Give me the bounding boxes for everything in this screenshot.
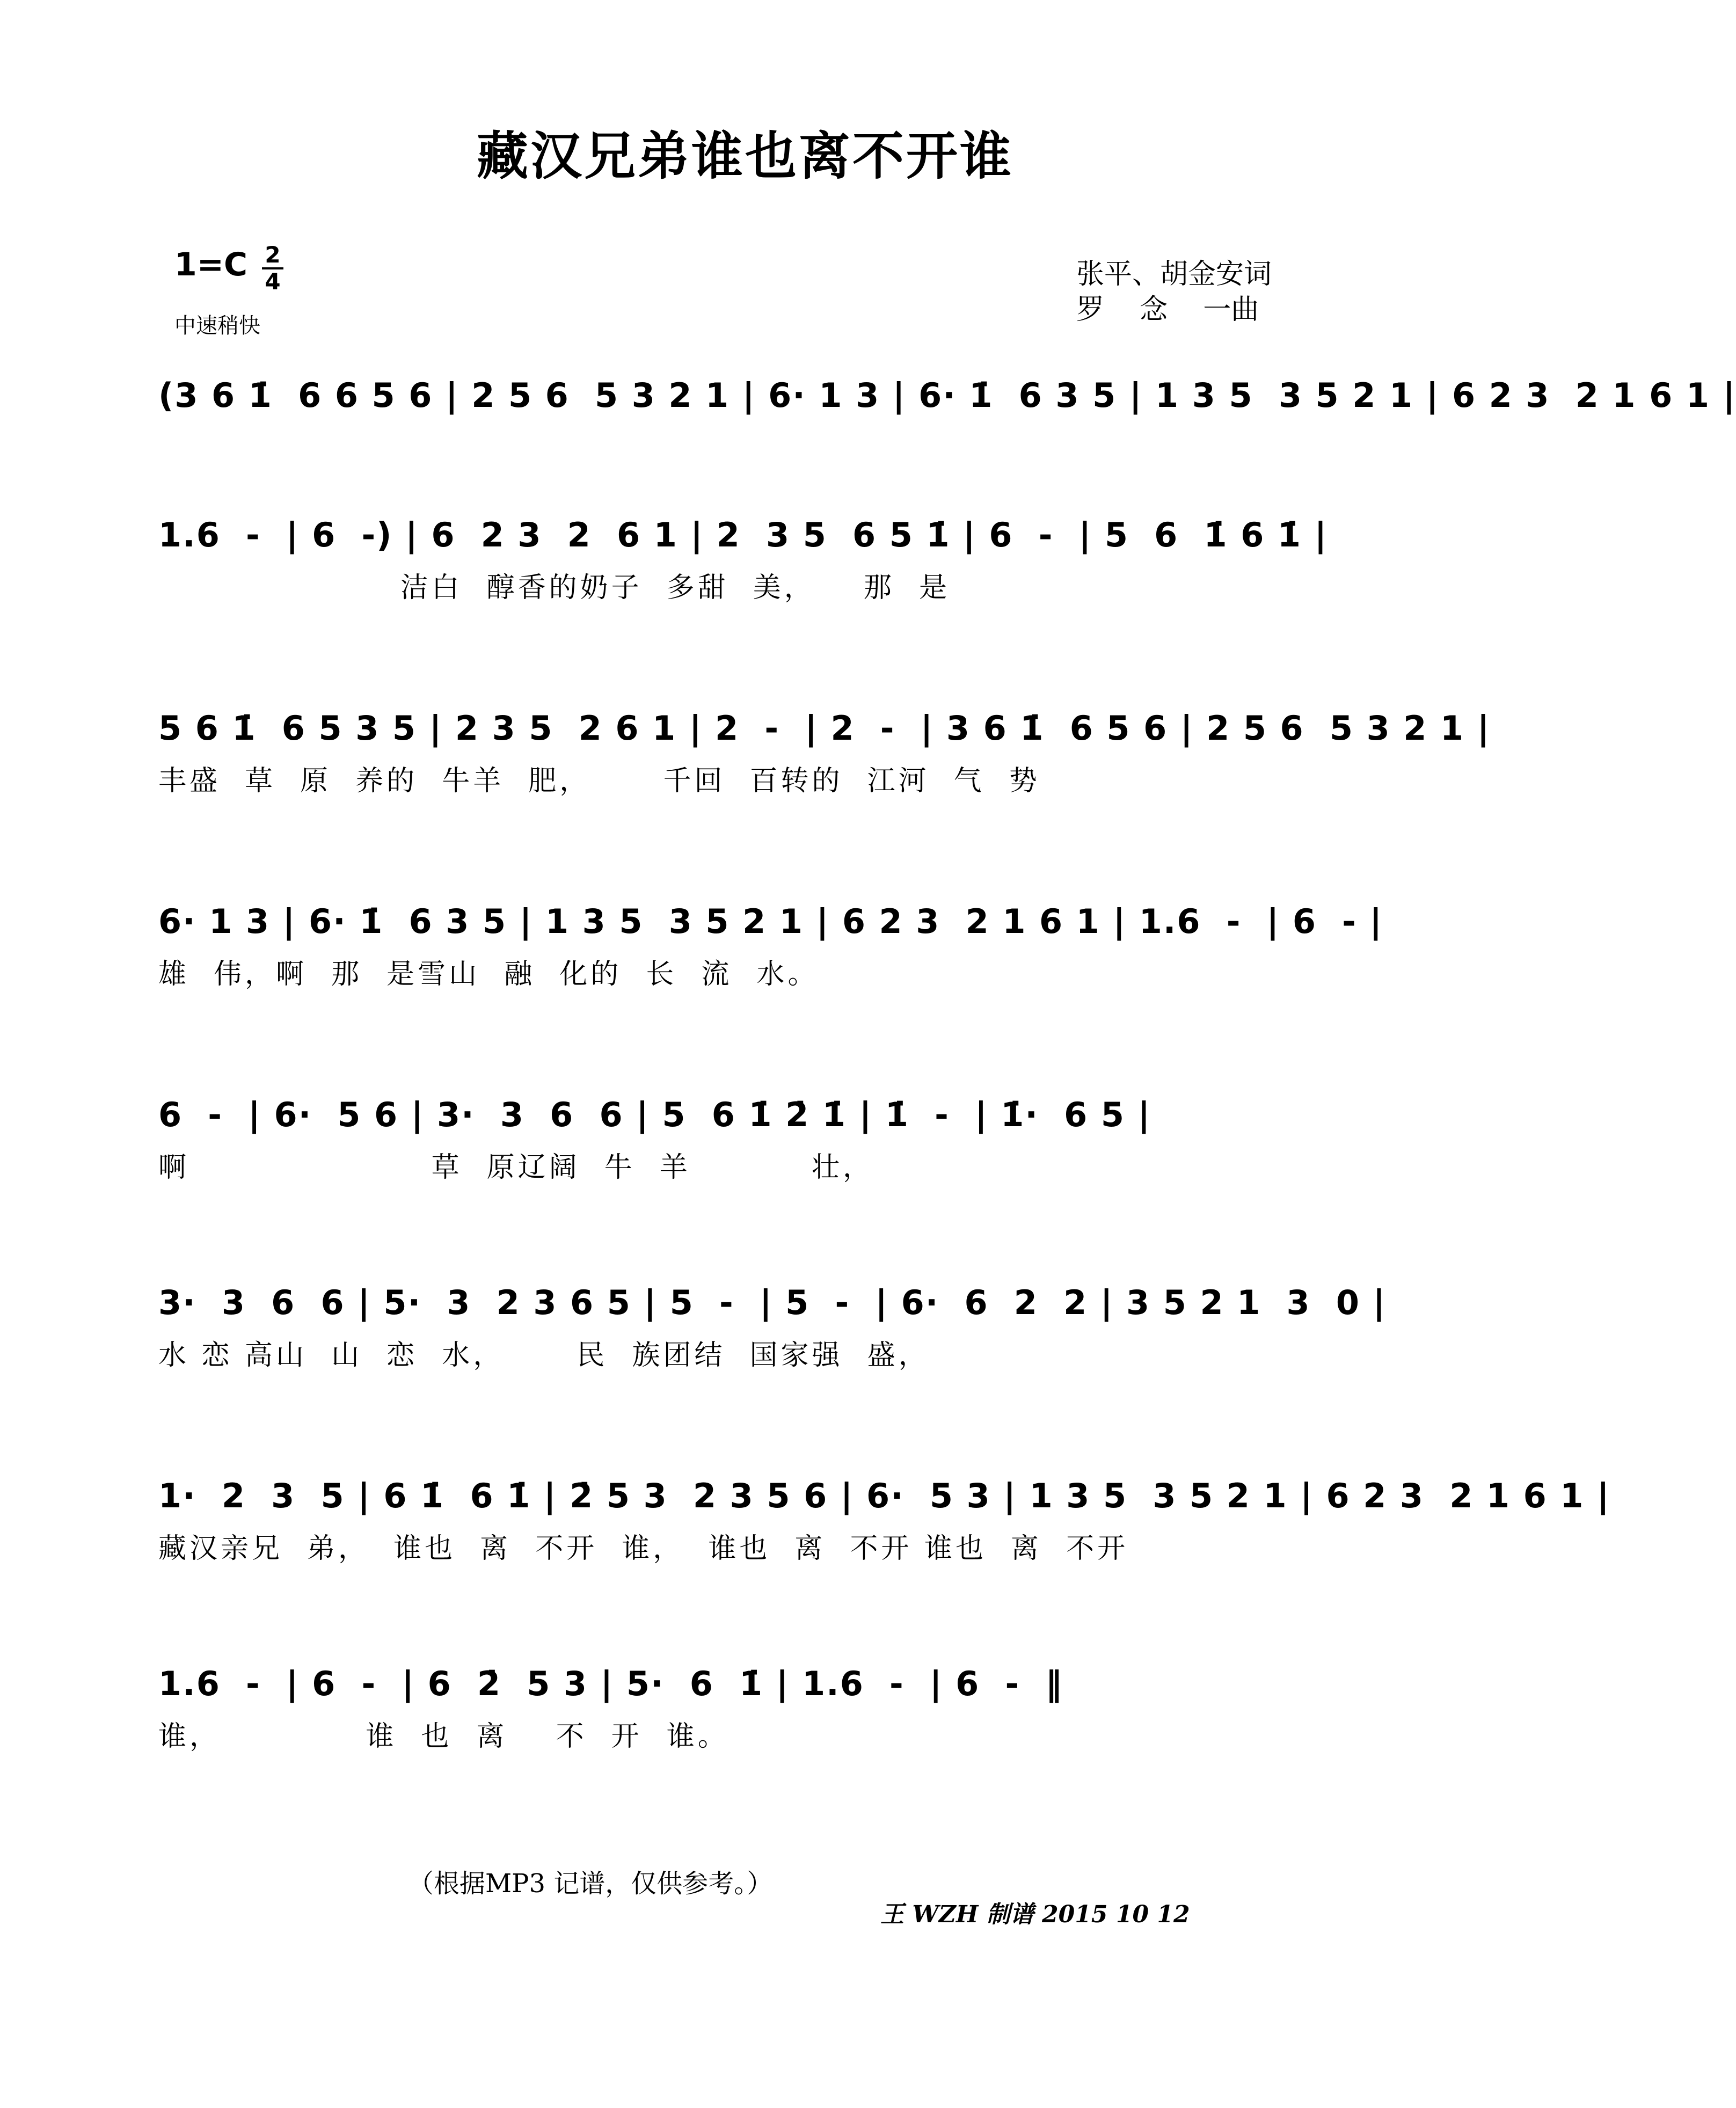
staff-lyrics: 水 恋 高山 山 恋 水， 民 族团结 国家强 盛， [158,1339,930,1372]
footer-note: （根据MP3 记谱，仅供参考。） [408,1869,773,1899]
staff-lyrics: 丰盛 草 原 养的 牛羊 肥， 千回 百转的 江河 气 势 [158,765,1040,797]
staff-lyrics: 啊 草 原辽阔 牛 羊 壮， [158,1151,874,1184]
staff-notes: 6 - | 6· 5 6 | 3· 3 6 6 | 5 6 1̇ 2̇ 1̇ | 1̇ - | 1̇· 6 5 | [158,1095,1151,1134]
meter-top: 2 [265,242,281,268]
staff-notes: 1· 2 3 5 | 6 1̇ 6 1̇ | 2̇ 5 3 2 3 5 6 | 6· 5 3 | 1 3 5 3 5 2 1 | 6 2 3 2 1 6 1 | [158,1476,1610,1515]
staff-notes: (3 6 1̇ 6 6 5 6 | 2 5 6 5 3 2 1 | 6· 1 3 | 6· 1̇ 6 3 5 | 1 3 5 3 5 2 1 | 6 2 3 2 1 6 1 | [158,376,1736,415]
staff-notes: 1.6 - | 6 - | 6 2̇ 5 3 | 5· 6 1̇ | 1.6 - | 6 - ‖ [158,1664,1063,1703]
staff-notes: 6· 1 3 | 6· 1̇ 6 3 5 | 1 3 5 3 5 2 1 | 6 2 3 2 1 6 1 | 1.6 - | 6 - | [158,902,1383,941]
staff-lyrics: 谁， 谁 也 离 不 开 谁。 [158,1720,729,1753]
staff-lyrics: 藏汉亲兄 弟， 谁也 离 不开 谁， 谁也 离 不开 谁也 离 不开 [158,1533,1129,1565]
meter-bottom: 4 [262,267,283,294]
tempo-marking: 中速稍快 [174,313,260,338]
key-signature: 1=C [174,246,248,283]
staff-notes: 1.6 - | 6 -) | 6 2 3 2 6 1 | 2 3 5 6 5 1̇ | 6 - | 5 6 1̇ 6 1̇ | [158,515,1328,555]
song-title: 藏汉兄弟谁也离不开谁 [477,126,1013,186]
staff-notes: 5 6 1̇ 6 5 3 5 | 2 3 5 2 6 1 | 2 - | 2 - | 3 6 1̇ 6 5 6 | 2 5 6 5 3 2 1 | [158,709,1491,748]
transcriber-signature: 王 WZH 制谱 2015 10 12 [880,1901,1190,1928]
staff-lyrics: 洁白 醇香的奶子 多甜 美， 那 是 [158,572,950,604]
credits: 张平、胡金安词 罗 念 一曲 [1076,258,1272,326]
staff-notes: 3· 3 6 6 | 5· 3 2 3 6 5 | 5 - | 5 - | 6· 6 2 2 | 3 5 2 1 3 0 | [158,1283,1387,1322]
time-signature [262,243,283,294]
staff-lyrics: 雄 伟，啊 那 是雪山 融 化的 长 流 水。 [158,958,819,990]
